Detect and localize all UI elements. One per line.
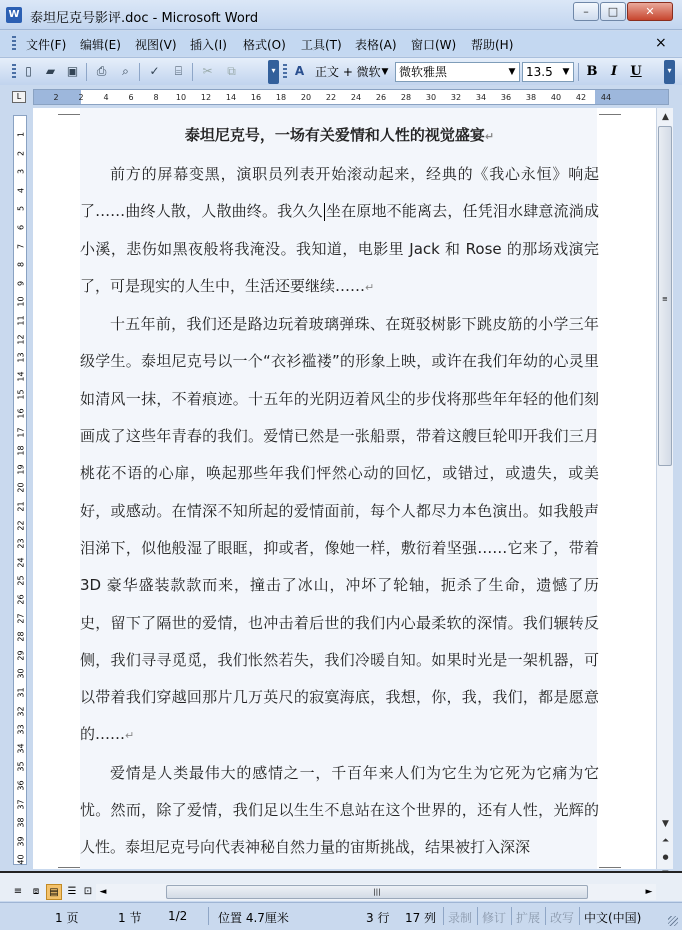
vertical-ruler-tick-label: 24 [16, 557, 26, 568]
ruler-tick-label: 36 [500, 93, 512, 102]
vertical-ruler-tick-label: 34 [16, 743, 26, 754]
open-folder-icon[interactable]: ▰ [45, 64, 56, 78]
status-page[interactable]: 1 页 [55, 911, 79, 925]
minimize-button[interactable]: – [573, 2, 599, 21]
menu-bar [0, 31, 682, 56]
cut-icon[interactable]: ✂ [202, 64, 213, 78]
print-preview-icon[interactable]: ⌕ [122, 64, 129, 78]
vertical-ruler-tick-label: 4 [16, 187, 26, 193]
font-combo-value: 微软雅黑 [399, 65, 448, 79]
vertical-ruler-tick-label: 5 [16, 206, 26, 212]
outline-view-icon[interactable]: ☰ [67, 886, 77, 897]
print-icon[interactable]: ⎙ [96, 64, 107, 78]
vertical-ruler-tick-label: 18 [16, 445, 26, 456]
resize-grip-icon[interactable] [668, 916, 678, 926]
menu-window[interactable]: 窗口(W) [411, 38, 457, 52]
vertical-ruler-tick-label: 11 [16, 315, 26, 326]
status-separator [545, 907, 546, 925]
document-body[interactable] [80, 120, 599, 867]
print-layout-view-icon[interactable]: ▤ [46, 884, 62, 900]
menu-edit[interactable]: 编辑(E) [80, 38, 121, 52]
vertical-ruler-tick-label: 22 [16, 520, 26, 531]
grip-icon: ≡ [662, 295, 668, 303]
vertical-ruler-tick-label: 30 [16, 668, 26, 679]
status-extend[interactable]: 扩展 [516, 911, 541, 925]
crop-mark [599, 867, 621, 868]
vertical-ruler-tick-label: 6 [16, 224, 26, 231]
document-title: 泰坦尼克号，一场有关爱情和人性的视觉盛宴↵ [184, 126, 495, 144]
ruler-tick-label: 42 [575, 93, 587, 102]
style-combo[interactable] [311, 62, 393, 82]
italic-button[interactable]: I [610, 64, 618, 79]
scroll-down-arrow-icon[interactable]: ▼ [662, 819, 669, 829]
vertical-ruler-tick-label: 31 [16, 687, 26, 698]
status-separator [208, 907, 209, 925]
ruler-tick-label: 20 [300, 93, 312, 102]
next-page-icon[interactable] [658, 865, 673, 869]
ruler-tick-label: 2 [53, 93, 59, 102]
ruler-tick-label: 30 [425, 93, 437, 102]
status-track-changes[interactable]: 修订 [482, 911, 507, 925]
select-browse-object-icon[interactable]: ● [662, 853, 669, 861]
menu-tools[interactable]: 工具(T) [301, 38, 342, 52]
close-document-button[interactable]: × [655, 35, 667, 51]
scroll-right-arrow-icon[interactable]: ► [645, 887, 653, 897]
vertical-ruler-tick-label: 8 [16, 262, 26, 268]
toolbar-separator [86, 63, 87, 81]
ruler-tick-label: 44 [600, 93, 612, 102]
vertical-ruler-tick-label: 19 [16, 464, 26, 475]
chevron-down-icon[interactable]: ▼ [562, 67, 570, 77]
crop-mark [58, 867, 80, 868]
save-icon[interactable]: ▣ [66, 64, 79, 78]
chevron-down-icon[interactable]: ▼ [508, 67, 516, 77]
vertical-ruler-tick-label: 20 [16, 482, 26, 493]
menu-file[interactable]: 文件(F) [26, 38, 67, 52]
status-language[interactable]: 中文(中国) [584, 911, 642, 925]
vertical-ruler-tick-label: 16 [16, 408, 26, 419]
ruler-tick-label: 32 [450, 93, 462, 102]
status-page-of[interactable]: 1/2 [168, 909, 188, 923]
ruler-tick-label: 8 [153, 93, 159, 102]
paragraph-1: 前方的屏幕变黑，演职员列表开始滚动起来，经典的《我心永恒》响起了……曲终人散，人散曲终。我久久 坐在原地不能离去，任凭泪水肆意流淌成小溪，悲伤如黑夜般将我淹没。我知道，电影里 Jack 和 Rose 的那场戏演完了，可是现实的人生中，生活还要继续……↵ [80, 165, 599, 295]
ruler-tick-label: 10 [175, 93, 187, 102]
crop-mark [599, 114, 621, 115]
close-window-button[interactable]: ✕ [627, 2, 673, 21]
styles-pane-icon[interactable]: A [294, 64, 305, 78]
horizontal-scroll-thumb[interactable]: ||| [166, 885, 588, 899]
toolbar-separator [139, 63, 140, 81]
status-line[interactable]: 3 行 [366, 911, 390, 925]
ruler-tick-label: 38 [525, 93, 537, 102]
window-title: 泰坦尼克号影评.doc - Microsoft Word [30, 11, 259, 26]
menu-insert[interactable]: 插入(I) [190, 38, 227, 52]
word-app-icon[interactable]: W [6, 7, 22, 23]
paragraph-mark: ↵ [125, 729, 135, 743]
horizontal-scrollbar[interactable] [96, 884, 656, 900]
menu-format[interactable]: 格式(O) [243, 38, 286, 52]
status-column[interactable]: 17 列 [405, 911, 437, 925]
status-separator [443, 907, 444, 925]
ruler-tick-label: 28 [400, 93, 412, 102]
vertical-ruler-tick-label: 36 [16, 780, 26, 791]
vertical-ruler-tick-label: 33 [16, 724, 26, 735]
paragraph-3: 爱情是人类最伟大的感情之一，千百年来人们为它生为它死为它痛为它忧。然而，除了爱情，我们足以生生不息站在这个世界的，还有人性，光辉的人性。泰坦尼克号向代表神秘自然力量的宙斯挑战，结果被打入深深 [80, 763, 599, 857]
vertical-ruler-tick-label: 17 [16, 427, 26, 438]
vertical-ruler-tick-label: 13 [16, 352, 26, 363]
formatting-toolbar [0, 57, 682, 85]
vertical-ruler[interactable] [13, 115, 27, 865]
scroll-left-arrow-icon[interactable]: ◄ [99, 887, 107, 897]
vertical-ruler-tick-label: 21 [16, 501, 26, 512]
underline-button[interactable]: U [630, 64, 642, 79]
vertical-ruler-tick-label: 39 [16, 836, 26, 847]
crop-mark [58, 114, 80, 115]
scroll-up-arrow-icon[interactable]: ▲ [662, 112, 669, 122]
toolbar-separator [192, 63, 193, 81]
paragraph-mark: ↵ [365, 280, 375, 294]
status-overtype[interactable]: 改写 [550, 911, 575, 925]
ruler-tick-label: 16 [250, 93, 262, 102]
vertical-ruler-tick-label: 32 [16, 706, 26, 717]
horizontal-bar [0, 871, 682, 901]
toolbar-grip-handle[interactable] [12, 64, 16, 80]
ruler-tick-label: 26 [375, 93, 387, 102]
vertical-scroll-thumb[interactable] [658, 126, 672, 466]
toolbar-options-chevron-icon[interactable]: ▾ [664, 60, 675, 84]
ruler-tick-label: 34 [475, 93, 487, 102]
vertical-scrollbar[interactable] [656, 108, 673, 869]
ruler-tick-label: 40 [550, 93, 562, 102]
vertical-ruler-tick-label: 35 [16, 761, 26, 772]
document-area[interactable] [33, 108, 656, 869]
ruler-tick-label: 12 [200, 93, 212, 102]
vertical-ruler-tick-label: 29 [16, 650, 26, 661]
spelling-icon[interactable]: ✓ [149, 64, 160, 78]
status-separator [579, 907, 580, 925]
vertical-ruler-tick-label: 12 [16, 334, 26, 345]
ruler-tick-label: 22 [325, 93, 337, 102]
web-layout-view-icon[interactable]: ⧈ [32, 886, 40, 897]
new-document-icon[interactable]: ▯ [25, 64, 32, 78]
reading-layout-view-icon[interactable]: ⊡ [83, 886, 93, 897]
menu-grip-handle[interactable] [12, 36, 16, 51]
tab-selector[interactable]: L [12, 91, 26, 103]
ruler-tick-label: 24 [350, 93, 362, 102]
vertical-ruler-tick-label: 14 [16, 371, 26, 382]
vertical-ruler-tick-label: 37 [16, 799, 26, 810]
menu-help[interactable]: 帮助(H) [471, 38, 514, 52]
vertical-ruler-tick-label: 38 [16, 817, 26, 828]
vertical-ruler-tick-label: 7 [16, 243, 26, 249]
vertical-ruler-tick-label: 23 [16, 538, 26, 549]
previous-page-icon[interactable]: ⏶ [661, 836, 670, 846]
title-bar [0, 0, 682, 30]
status-section[interactable]: 1 节 [118, 911, 142, 925]
font-size-value: 13.5 [526, 65, 553, 79]
font-combo[interactable] [395, 62, 520, 82]
normal-view-icon[interactable]: ≡ [13, 886, 23, 897]
menu-view[interactable]: 视图(V) [135, 38, 177, 52]
vertical-ruler-tick-label: 28 [16, 631, 26, 642]
ruler-tick-label: 6 [128, 93, 134, 102]
chevron-down-icon[interactable]: ▼ [381, 67, 389, 77]
ruler-tick-label: 14 [225, 93, 237, 102]
status-separator [511, 907, 512, 925]
vertical-ruler-tick-label: 3 [16, 169, 26, 175]
ruler-tick-label: 2 [78, 93, 84, 102]
status-position[interactable]: 位置 4.7厘米 [218, 911, 289, 925]
vertical-ruler-tick-label: 1 [16, 131, 26, 138]
paragraph-mark: ↵ [484, 130, 495, 143]
vertical-ruler-tick-label: 10 [16, 296, 26, 307]
bold-button[interactable]: B [586, 64, 598, 79]
vertical-ruler-tick-label: 9 [16, 280, 26, 286]
ruler-tick-label: 4 [103, 93, 109, 102]
horizontal-ruler[interactable] [33, 89, 669, 105]
vertical-ruler-tick-label: 2 [16, 150, 26, 156]
maximize-button[interactable]: □ [600, 2, 626, 21]
font-size-combo[interactable] [522, 62, 574, 82]
status-separator [477, 907, 478, 925]
text-caret [324, 203, 325, 221]
toolbar-options-chevron-icon[interactable]: ▾ [268, 60, 279, 84]
toolbar-grip-handle[interactable] [283, 64, 287, 80]
research-icon[interactable]: ⌸ [174, 64, 183, 78]
toolbar-separator [578, 63, 579, 81]
copy-icon[interactable]: ⧉ [227, 64, 236, 78]
vertical-ruler-tick-label: 25 [16, 575, 26, 586]
ruler-row [0, 86, 682, 107]
status-rec[interactable]: 录制 [448, 911, 473, 925]
ruler-tick-label: 18 [275, 93, 287, 102]
vertical-ruler-tick-label: 27 [16, 613, 26, 624]
vertical-ruler-tick-label: 26 [16, 594, 26, 605]
status-bar [0, 902, 682, 930]
menu-table[interactable]: 表格(A) [355, 38, 397, 52]
vertical-ruler-tick-label: 40 [16, 854, 26, 865]
vertical-ruler-tick-label: 15 [16, 389, 26, 400]
style-combo-value: 正文 + 微软 [315, 65, 381, 79]
paragraph-2: 十五年前，我们还是路边玩着玻璃弹珠、在斑驳树影下跳皮筋的小学三年级学生。泰坦尼克号以一个“衣衫褴褛”的形象上映，或许在我们年幼的心灵里如清风一抹，不着痕迹。十五年的光阴迈着风尘的步伐将那些年年轻的他们刻画成了这些年青春的我们。爱情已然是一张船票，带着这艘巨轮叩开我们三月桃花不语的心扉，唤起那些年我们怦然心动的回忆，或错过，或遗失，或美好，或感动。在情深不知所起的爱情面前，每个人都尽力本色演出。如我般声泪涕下，似他般湿了眼眶，抑或者，像她一样，敷衍着坚强……它来了，带着 3D 豪华盛装款款而来，撞击了冰山，冲坏了轮轴，扼杀了生命，遗憾了历史，留下了隔世的爱情，也冲击着后世的我们内心最柔软的深情。我们辗转反侧，我们寻寻觅觅，我们怅然若失，我们冷暖自知。如果时光是一架机器，可以带着我们穿越回那片几万英尺的寂寞海底，我想，你，我，我们，都是愿意的……↵ [80, 315, 599, 744]
